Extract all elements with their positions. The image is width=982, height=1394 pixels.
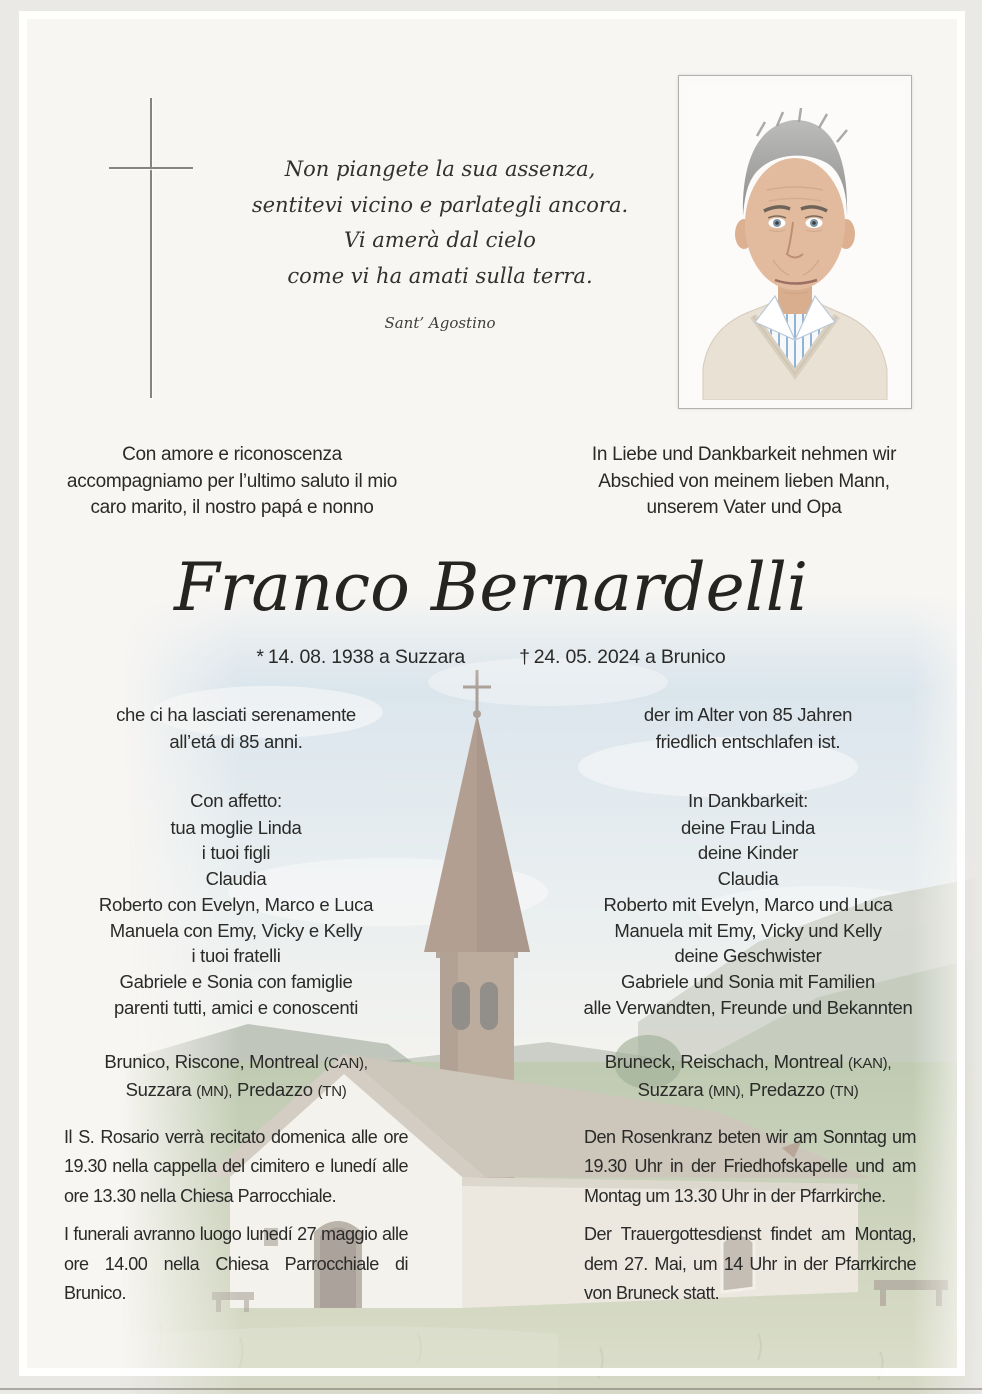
intro-line: Abschied von meinem lieben Mann, [598,470,890,492]
announcement-rosary: Den Rosenkranz beten wir am Sonntag um 19.30 Uhr in der Friedhofskapelle und am Montag um 13.30 Uhr in der Pfarrkirche. [584,1126,916,1206]
birth-date-text: 14. 08. 1938 a Suzzara [267,646,466,668]
quote-line: sentitevi vicino e parlategli ancora. [251,192,629,217]
family-line: alle Verwandten, Freunde und Bekannten [583,997,913,1019]
family-line: Roberto con Evelyn, Marco e Luca [98,893,374,915]
quote-block [190,152,690,342]
intro-line: Con amore e riconoscenza [122,444,342,465]
opening-line: all’etá di 85 anni. [169,730,303,752]
family-line: Gabriele und Sonia mit Familien [621,971,875,993]
bottom-edge-line [0,1388,982,1390]
column-german [546,702,950,1309]
salutation: In Dankbarkeit: [688,790,808,811]
intro-italian [32,442,432,522]
family-line: Claudia [205,868,267,890]
opening-line: friedlich entschlafen ist. [655,730,841,752]
intro-line: caro marito, il nostro papá e nonno [90,497,374,518]
death-date [519,646,726,669]
intro-line: unserem Vater und Opa [646,497,842,518]
family-line: Manuela mit Emy, Vicky und Kelly [614,919,882,941]
places-line: Bruneck, Reischach, Montreal (KAN), [604,1050,892,1072]
intro-german [544,442,944,522]
opening-line: der im Alter von 85 Jahren [643,704,853,725]
quote-attribution: Sant’ Agostino [384,314,496,332]
family-line: Claudia [717,868,779,890]
family-line: Roberto mit Evelyn, Marco und Luca [603,893,893,915]
born-symbol: * [256,646,264,668]
family-line: i tuoi figli [201,842,271,864]
portrait-photo [678,75,912,409]
announcement-funeral: Der Trauergottesdienst findet am Montag, dem 27. Mai, um 14 Uhr in der Pfarrkirche von Bruneck statt. [584,1224,916,1304]
intro-line: accompagniamo per l’ultimo saluto il mio [66,470,398,492]
died-cross-symbol: † [519,646,530,668]
announcement-rosary: Il S. Rosario verrà recitato domenica alle ore 19.30 nella cappella del cimitero e lunedí alle ore 13.30 nella Chiesa Parrocchiale. [64,1126,408,1206]
salutation: Con affetto: [190,790,282,811]
family-line: deine Geschwister [674,945,822,967]
places-line: Suzzara (MN), Predazzo (TN) [125,1078,347,1100]
quote-line: Vi amerà dal cielo [344,228,536,252]
announcement-funeral: I funerali avranno luogo lunedí 27 maggio alle ore 14.00 nella Chiesa Parrocchiale di Brunico. [64,1224,408,1304]
places-line: Suzzara (MN), Predazzo (TN) [637,1078,859,1100]
birth-date [256,646,465,669]
family-line: parenti tutti, amici e conoscenti [113,997,359,1019]
deceased-name: Franco Bernardelli [173,549,809,626]
quote-line: come vi ha amati sulla terra. [287,263,593,288]
column-italian [34,702,438,1309]
family-line: i tuoi fratelli [191,945,281,967]
family-line: tua moglie Linda [170,816,302,838]
family-line: Gabriele e Sonia con famiglie [119,971,353,993]
quote-line: Non piangete la sua assenza, [284,157,596,181]
family-line: deine Frau Linda [680,816,816,838]
opening-line: che ci ha lasciati serenamente [116,704,356,725]
life-dates [0,646,982,669]
places-line: Brunico, Riscone, Montreal (CAN), [104,1050,368,1072]
family-line: Manuela con Emy, Vicky e Kelly [109,919,363,941]
intro-line: In Liebe und Dankbarkeit nehmen wir [591,444,897,465]
family-line: deine Kinder [697,842,799,864]
death-date-text: 24. 05. 2024 a Brunico [533,646,726,668]
